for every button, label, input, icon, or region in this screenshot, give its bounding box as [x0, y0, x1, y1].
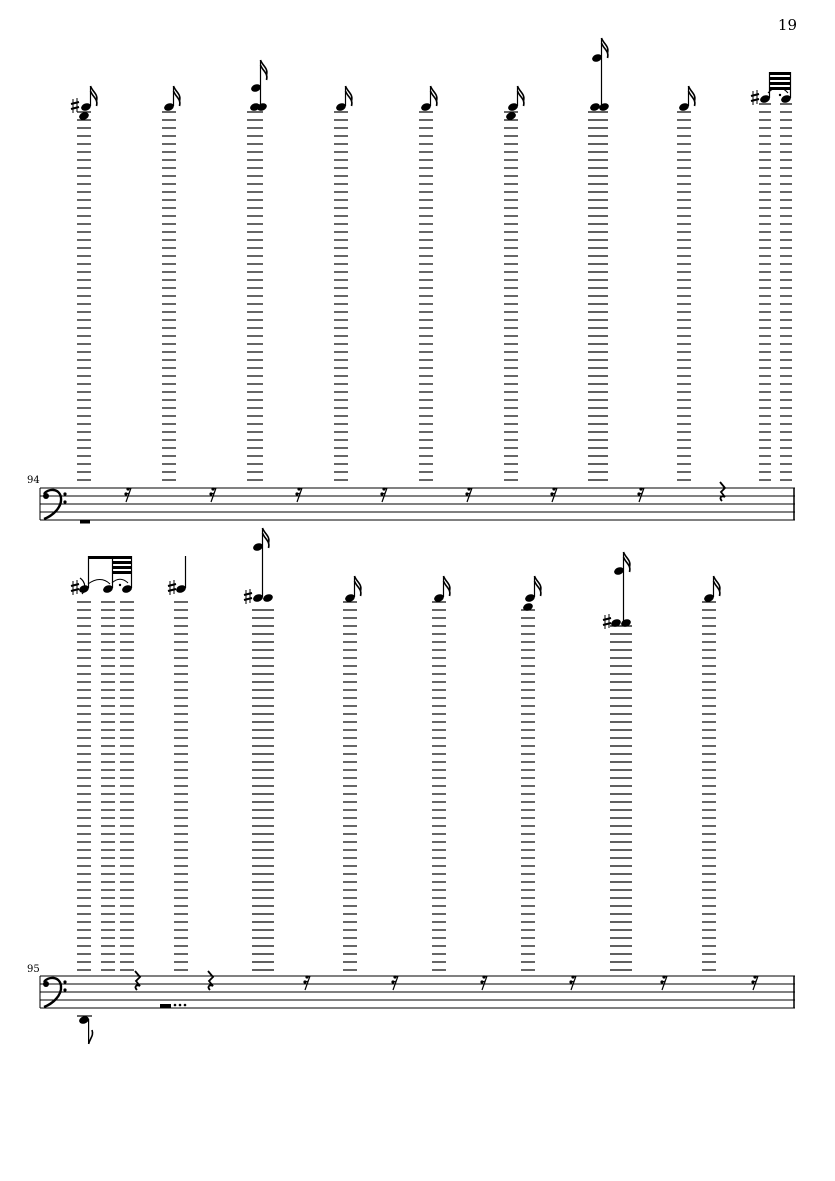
flag	[689, 91, 695, 106]
sixteenth-rest-icon	[480, 975, 487, 990]
notehead	[256, 102, 268, 112]
flag	[602, 43, 608, 58]
ledger-stacks-1	[77, 104, 792, 480]
sharp-icon	[603, 614, 611, 629]
quarter-rest-icon	[135, 971, 140, 990]
sixteenth-rest-icon	[380, 487, 387, 502]
sixteenth-rest-icon	[303, 975, 310, 990]
staff-lines	[40, 976, 795, 1008]
sixteenth-rest-icon	[660, 975, 667, 990]
flag	[174, 91, 180, 106]
quarter-rest-icon	[208, 971, 213, 990]
staff-system-2	[40, 976, 795, 1008]
sixteenth-rest-icon	[124, 487, 131, 502]
quarter-rest-icon	[720, 482, 725, 501]
beam	[113, 566, 132, 569]
flag	[431, 91, 437, 106]
dot	[119, 584, 121, 586]
beam	[770, 82, 791, 85]
beam	[113, 561, 132, 564]
ledger-stacks-2	[77, 602, 716, 970]
staff-system-1	[40, 488, 795, 520]
dotted-half-rest	[160, 1004, 186, 1008]
flag	[355, 581, 361, 596]
beam	[770, 77, 791, 80]
tie	[88, 580, 110, 585]
half-rest	[80, 520, 90, 524]
sharp-icon	[244, 589, 252, 604]
flag	[91, 91, 97, 106]
sixteenth-rest-icon	[550, 487, 557, 502]
sixteenth-rest-icon	[569, 975, 576, 990]
flag	[714, 581, 720, 596]
noteheads-1	[71, 38, 792, 121]
sharp-icon	[71, 580, 79, 595]
noteheads-2	[71, 528, 720, 629]
page-number: 19	[777, 16, 797, 34]
beam	[89, 556, 132, 559]
sixteenth-rest-icon	[637, 487, 644, 502]
sixteenth-rest-icon	[465, 487, 472, 502]
flag	[261, 65, 267, 80]
measure-number-95: 95	[27, 964, 40, 975]
sharp-icon	[751, 90, 759, 105]
beam	[113, 571, 132, 574]
sixteenth-rest-icon	[209, 487, 216, 502]
flag	[444, 581, 450, 596]
notehead	[598, 102, 610, 112]
sharp-icon	[71, 98, 79, 113]
flag	[263, 533, 269, 548]
flag	[518, 91, 524, 106]
tie	[112, 579, 128, 583]
flag	[535, 581, 541, 596]
sharp-icon	[168, 580, 176, 595]
notehead	[589, 102, 601, 112]
beam	[770, 72, 791, 75]
sixteenth-rest-icon	[751, 975, 758, 990]
low-note	[77, 1015, 93, 1044]
sixteenth-rest-icon	[391, 975, 398, 990]
flag	[624, 557, 630, 572]
notehead	[262, 593, 274, 603]
flag	[346, 91, 352, 106]
sixteenth-rest-icon	[295, 487, 302, 502]
staff-lines	[40, 488, 795, 520]
dot	[779, 94, 781, 96]
measure-number-94: 94	[27, 475, 40, 486]
